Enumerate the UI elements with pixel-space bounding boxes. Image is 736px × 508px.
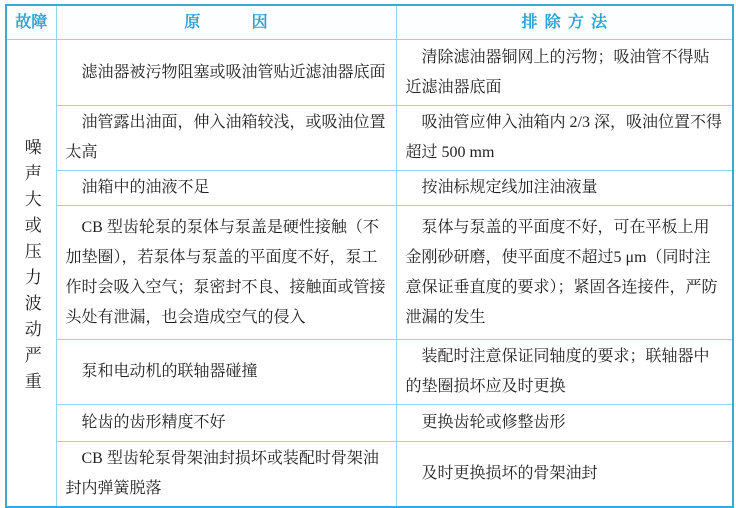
cause-cell: [56, 340, 396, 405]
table-row: [6, 340, 733, 405]
cause-cell: [56, 171, 396, 206]
header-fault: 故障: [6, 5, 56, 40]
fault-troubleshooting-table: [5, 4, 734, 508]
table-row: [6, 442, 733, 508]
cause-cell: [56, 442, 396, 508]
cause-text: 滤油器被污物阻塞或吸油管贴近滤油器底面: [81, 63, 386, 81]
remedy-text: 更换齿轮或修整齿形: [421, 414, 566, 431]
cause-cell: [56, 405, 396, 442]
remedy-cell: [396, 171, 733, 206]
remedy-cell: [396, 442, 733, 508]
remedy-text: 及时更换损坏的骨架油封: [421, 465, 598, 482]
header-row: [6, 5, 733, 40]
header-cause: 原因: [56, 5, 396, 40]
remedy-cell: [396, 206, 733, 340]
remedy-text: 吸油管应伸入油箱内 2/3 深，吸油位置不得超过 500 mm: [405, 114, 722, 161]
cause-text: CB 型齿轮泵的泵体与泵盖是硬性接触（不加垫圈），若泵体与泵盖的平面度不好，泵工作时会吸入空气；泵密封不良、接触面或管接头处有泄漏，也会造成空气的侵入: [65, 218, 386, 326]
table-row: [6, 405, 733, 442]
fault-cell: [6, 40, 56, 508]
cause-text: CB 型齿轮泵骨架油封损坏或装配时骨架油封内弹簧脱落: [65, 450, 379, 497]
remedy-text: 装配时注意保证同轴度的要求；联轴器中的垫圈损坏应及时更换: [405, 348, 710, 395]
remedy-cell: [396, 405, 733, 442]
cause-cell: [56, 206, 396, 340]
cause-text: 轮齿的齿形精度不好: [81, 414, 226, 431]
remedy-cell: [396, 340, 733, 405]
remedy-text: 按油标规定线加注油液量: [421, 179, 598, 196]
fault-label: 噪声大或压力波动严重: [21, 137, 41, 398]
cause-text: 油箱中的油液不足: [81, 179, 210, 196]
table-row: [6, 40, 733, 106]
cause-text: 泵和电动机的联轴器碰撞: [81, 363, 258, 380]
cause-cell: [56, 40, 396, 106]
remedy-text: 清除滤油器铜网上的污物；吸油管不得贴近滤油器底面: [405, 48, 710, 96]
remedy-cell: [396, 106, 733, 171]
table-row: [6, 206, 733, 340]
header-remedy: 排除方法: [396, 5, 733, 40]
table-row: [6, 106, 733, 171]
cause-cell: [56, 106, 396, 171]
table-row: [6, 171, 733, 206]
remedy-text: 泵体与泵盖的平面度不好，可在平板上用金刚砂研磨，使平面度不超过5 μm（同时注意保证垂直度的要求）；紧固各连接件，严防泄漏的发生: [405, 218, 718, 326]
remedy-cell: [396, 40, 733, 106]
cause-text: 油管露出油面，伸入油箱较浅，或吸油位置太高: [65, 114, 386, 161]
